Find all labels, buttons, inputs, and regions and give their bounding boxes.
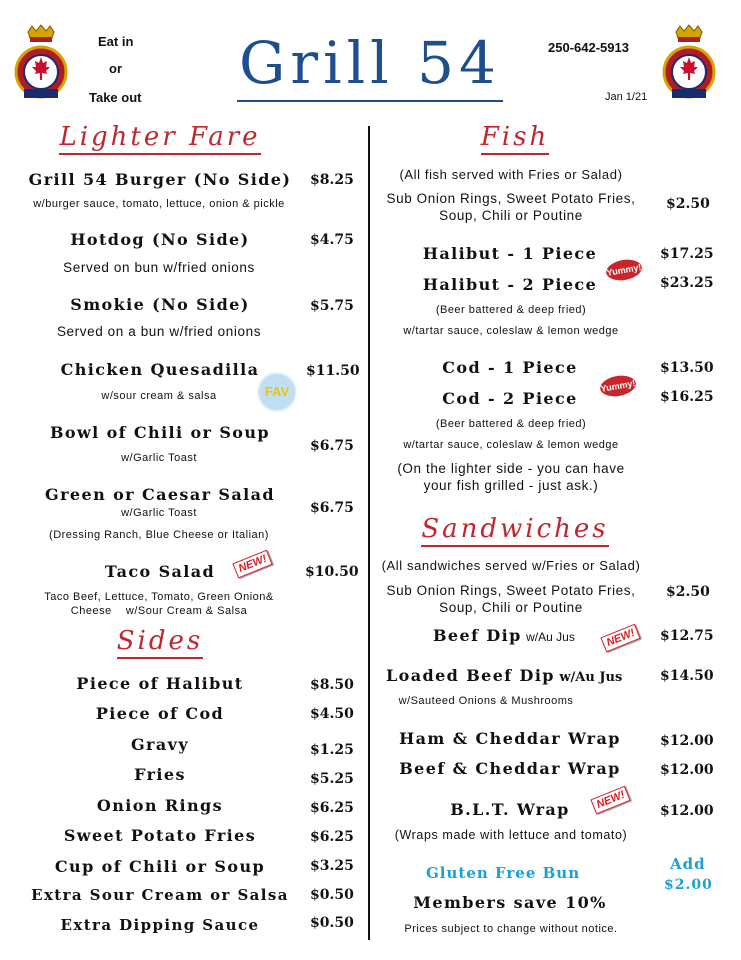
fish-sub-line2: Soup, Chili or Poutine [439, 208, 583, 223]
side-item-price: $0.50 [310, 887, 354, 903]
menu-item-desc: Served on a bun w/fried onions [56, 324, 262, 339]
menu-date: Jan 1/21 [605, 91, 648, 103]
side-item-price: $8.50 [310, 677, 354, 693]
side-item-price: $3.25 [310, 858, 354, 874]
legion-logo-left [14, 24, 68, 104]
halibut-desc1: (Beer battered & deep fried) [435, 304, 587, 316]
fish-sub-line1: Sub Onion Rings, Sweet Potato Fries, [386, 191, 636, 206]
menu-item-price: $10.50 [305, 564, 359, 580]
menu-item-name: Chicken Quesadilla [60, 360, 260, 379]
loaded-beef-dip-suffix: w/Au Jus [559, 670, 623, 685]
menu-item-name: Smokie (No Side) [70, 295, 250, 314]
gluten-free-price: $2.00 [664, 877, 713, 893]
cod-2-price: $16.25 [660, 389, 714, 405]
fish-heading: Fish [430, 122, 600, 152]
yummy-badge: Yummy! [605, 257, 644, 283]
fish-note: (All fish served with Fries or Salad) [399, 167, 623, 182]
loaded-beef-dip-price: $14.50 [660, 668, 714, 684]
halibut-1-name: Halibut - 1 Piece [422, 244, 598, 263]
side-item-price: $5.25 [310, 771, 354, 787]
ham-wrap-price: $12.00 [660, 733, 714, 749]
menu-item-desc-2: Cheese w/Sour Cream & Salsa [70, 605, 248, 617]
cod-1-price: $13.50 [660, 360, 714, 376]
members-discount: Members save 10% [413, 893, 607, 912]
grilled-note-1: (On the lighter side - you can have [397, 461, 625, 476]
menu-item-price: $11.50 [306, 363, 360, 379]
lighter-fare-heading: Lighter Fare [40, 122, 280, 152]
side-item-price: $0.50 [310, 915, 354, 931]
blt-wrap-price: $12.00 [660, 803, 714, 819]
side-item-name: Piece of Halibut [76, 674, 244, 693]
price-disclaimer: Prices subject to change without notice. [404, 923, 618, 935]
beef-dip-price: $12.75 [660, 628, 714, 644]
sides-heading: Sides [40, 626, 280, 656]
menu-item-name: Green or Caesar Salad [45, 485, 275, 504]
blt-wrap-name: B.L.T. Wrap [450, 800, 570, 819]
beef-dip-name: Beef Dip [433, 626, 522, 645]
eat-in-label: Eat in [98, 34, 134, 49]
menu-item-desc: w/Garlic Toast [121, 507, 197, 519]
menu-item-name: Taco Salad [104, 562, 216, 581]
beef-wrap-name: Beef & Cheddar Wrap [399, 759, 621, 778]
loaded-beef-dip-name: Loaded Beef Dip [386, 666, 555, 685]
sandwiches-heading: Sandwiches [400, 514, 630, 544]
side-item-name: Fries [134, 765, 186, 784]
legion-logo-right [662, 24, 716, 104]
menu-item-desc-2: (Dressing Ranch, Blue Cheese or Italian) [49, 529, 269, 541]
title-underline [237, 100, 503, 102]
menu-item-price: $6.75 [310, 500, 354, 516]
side-item-price: $1.25 [310, 742, 354, 758]
cod-2-name: Cod - 2 Piece [442, 389, 578, 408]
menu-item-name: Hotdog (No Side) [70, 230, 250, 249]
take-out-label: Take out [89, 90, 142, 105]
sandwiches-note: (All sandwiches served w/Fries or Salad) [381, 558, 641, 573]
phone-number: 250-642-5913 [548, 40, 629, 55]
side-item-name: Onion Rings [96, 796, 224, 815]
or-label: or [109, 61, 122, 76]
new-badge: NEW! [590, 786, 631, 815]
grilled-note-2: your fish grilled - just ask.) [423, 478, 599, 493]
beef-wrap-price: $12.00 [660, 762, 714, 778]
side-item-name: Piece of Cod [95, 704, 225, 723]
gluten-free-bun: Gluten Free Bun [426, 864, 581, 882]
loaded-beef-dip-desc: w/Sauteed Onions & Mushrooms [398, 695, 574, 707]
menu-item-desc: w/sour cream & salsa [101, 390, 217, 402]
cod-1-name: Cod - 1 Piece [442, 358, 578, 377]
cod-desc2: w/tartar sauce, coleslaw & lemon wedge [403, 439, 619, 451]
menu-item-name: Grill 54 Burger (No Side) [28, 170, 292, 189]
halibut-2-price: $23.25 [660, 275, 714, 291]
beef-dip-suffix: w/Au Jus [526, 630, 575, 644]
menu-item-price: $8.25 [310, 172, 354, 188]
sandwiches-sub-price: $2.50 [666, 584, 710, 600]
menu-item-desc: w/burger sauce, tomato, lettuce, onion & pickle [33, 198, 285, 210]
sandwiches-sub-line2: Soup, Chili or Poutine [439, 600, 583, 615]
menu-item-name: Bowl of Chili or Soup [49, 423, 271, 442]
restaurant-title: Grill 54 [239, 29, 501, 97]
side-item-name: Extra Sour Cream or Salsa [31, 886, 289, 904]
menu-item-desc: Served on bun w/fried onions [63, 260, 255, 275]
halibut-desc2: w/tartar sauce, coleslaw & lemon wedge [403, 325, 619, 337]
ham-wrap-name: Ham & Cheddar Wrap [399, 729, 621, 748]
menu-item-price: $5.75 [310, 298, 354, 314]
menu-item-desc: Taco Beef, Lettuce, Tomato, Green Onion& [44, 591, 274, 603]
side-item-name: Gravy [130, 735, 190, 754]
menu-item-desc: w/Garlic Toast [121, 452, 197, 464]
side-item-price: $6.25 [310, 829, 354, 845]
cod-desc1: (Beer battered & deep fried) [435, 418, 587, 430]
menu-item-price: $6.75 [310, 438, 354, 454]
halibut-1-price: $17.25 [660, 246, 714, 262]
halibut-2-name: Halibut - 2 Piece [422, 275, 598, 294]
side-item-price: $4.50 [310, 706, 354, 722]
gluten-free-add: Add [670, 855, 706, 873]
new-badge: NEW! [600, 624, 641, 653]
fav-badge: FAV [259, 374, 295, 410]
column-divider [368, 126, 370, 940]
side-item-price: $6.25 [310, 800, 354, 816]
menu-item-price: $4.75 [310, 232, 354, 248]
new-badge: NEW! [232, 550, 273, 579]
wrap-note: (Wraps made with lettuce and tomato) [394, 828, 628, 842]
sandwiches-sub-line1: Sub Onion Rings, Sweet Potato Fries, [386, 583, 636, 598]
yummy-badge: Yummy! [599, 373, 638, 399]
loaded-beef-dip-row [386, 666, 622, 686]
side-item-name: Sweet Potato Fries [63, 826, 257, 845]
side-item-name: Extra Dipping Sauce [60, 916, 260, 934]
side-item-name: Cup of Chili or Soup [54, 857, 266, 876]
fish-sub-price: $2.50 [666, 196, 710, 212]
beef-dip-row [433, 626, 575, 646]
